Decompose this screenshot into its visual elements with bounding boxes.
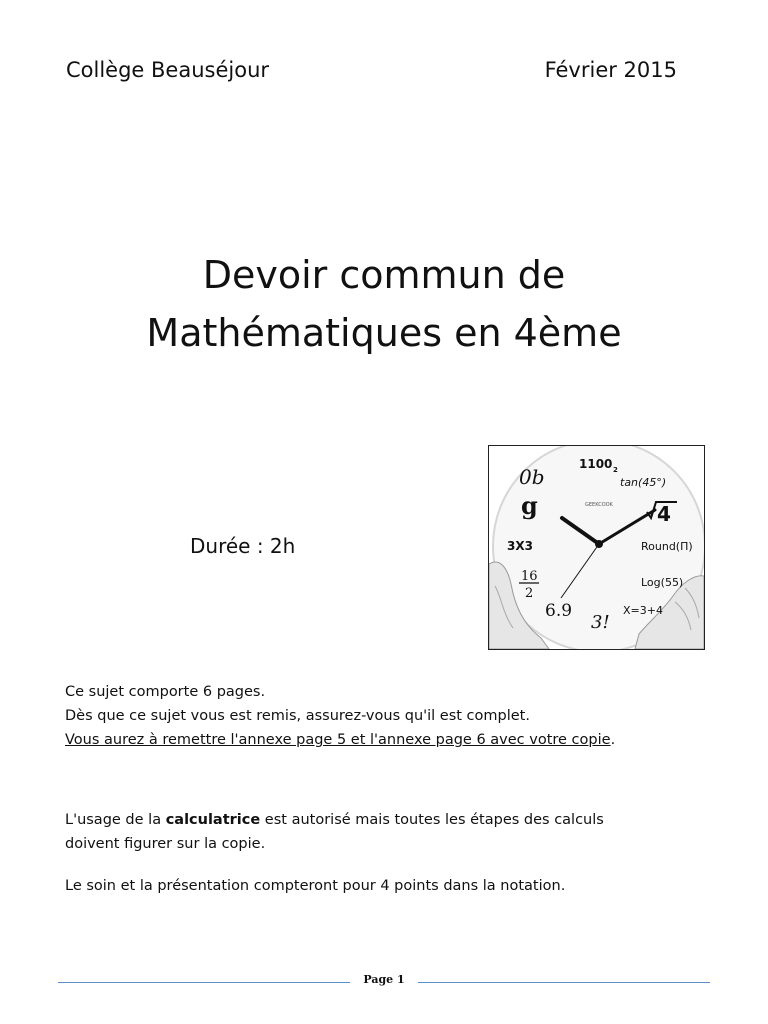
exam-info: [65, 680, 615, 752]
clock-label-equation: X=3+4: [623, 604, 663, 617]
footer-divider-left: [58, 982, 350, 983]
calc-bold: calculatrice: [165, 812, 261, 828]
clock-label-factorial: 3!: [591, 612, 610, 633]
info-pages: Ce sujet comporte 6 pages.: [65, 684, 266, 700]
clock-label-g: g: [521, 491, 538, 520]
exam-date: Février 2015: [544, 58, 677, 82]
calculator-rule: [65, 808, 604, 856]
title-line-2: Mathématiques en 4ème: [146, 311, 622, 355]
info-annexes-underlined: Vous aurez à remettre l'annexe page 5 et l'annexe page 6 avec votre copie: [65, 732, 611, 748]
info-annexes: [65, 728, 615, 752]
page-number: Page 1: [363, 973, 405, 986]
clock-label-log: Log(55): [641, 576, 684, 589]
presentation-rule: Le soin et la présentation compteront pour 4 points dans la notation.: [65, 878, 566, 894]
clock-label-binary: 1100: [579, 457, 613, 471]
calc-before: L'usage de la: [65, 812, 166, 828]
clock-illustration: [489, 446, 704, 649]
clock-brand: GEEKCOOK: [585, 502, 613, 508]
clock-label-0b: 0b: [519, 465, 545, 489]
clock-label-frac-den: 2: [525, 586, 534, 601]
clock-label-frac-num: 16: [521, 569, 538, 584]
info-check: Dès que ce sujet vous est remis, assurez-vous qu'il est complet.: [65, 708, 530, 724]
page-title: [0, 246, 768, 362]
footer-divider-right: [418, 982, 710, 983]
clock-label-binary-base: 2: [613, 466, 618, 474]
math-clock-image: [488, 445, 705, 650]
clock-label-69: 6.9: [545, 601, 573, 621]
clock-label-tan: tan(45°): [620, 476, 667, 489]
clock-label-3x3: 3X3: [507, 539, 533, 553]
calc-after: est autorisé mais toutes les étapes des calculs: [260, 812, 604, 828]
clock-label-round: Round(Π): [641, 540, 693, 553]
exam-duration: Durée : 2h: [190, 534, 296, 558]
calc-line-2: doivent figurer sur la copie.: [65, 836, 266, 852]
title-line-1: Devoir commun de: [202, 253, 566, 297]
info-annexes-end: .: [610, 732, 616, 748]
clock-label-sqrt: 4: [657, 502, 671, 526]
clock-center-icon: [595, 540, 603, 548]
school-name: Collège Beauséjour: [66, 58, 270, 82]
